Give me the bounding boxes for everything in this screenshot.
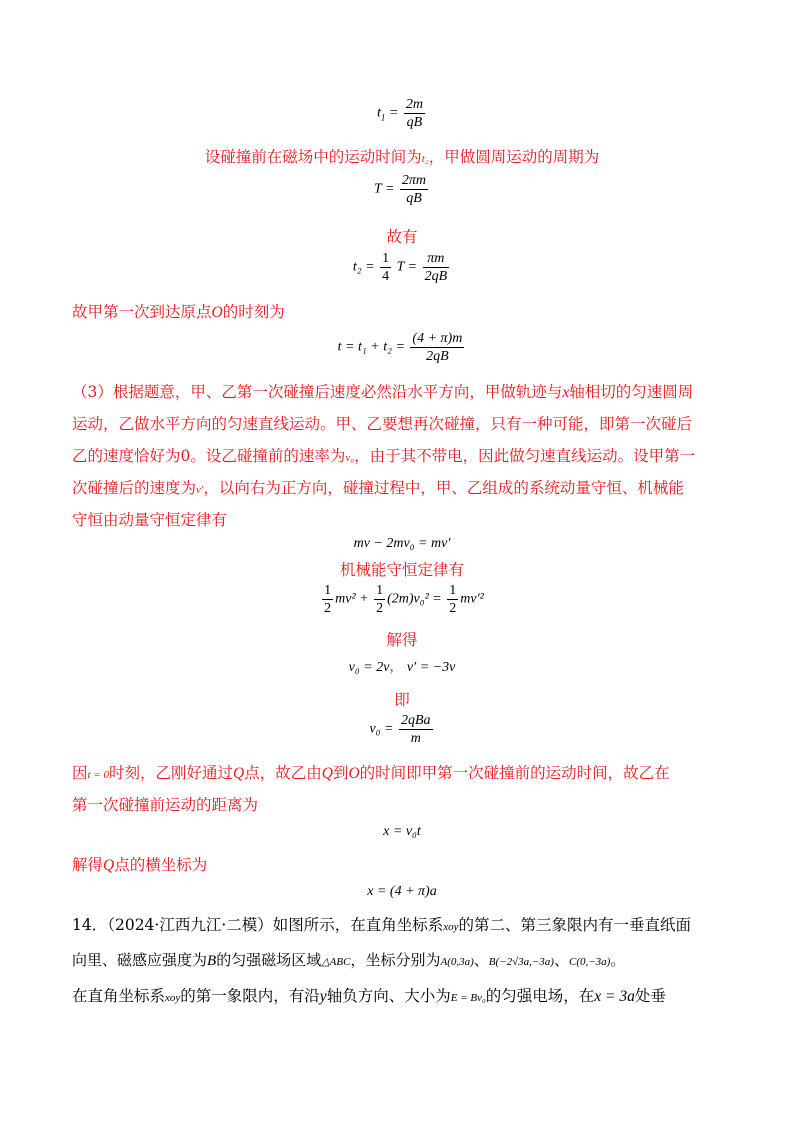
eq-term: mv′² bbox=[460, 591, 484, 607]
equation-v0 bbox=[72, 712, 732, 747]
text-part3-line1 bbox=[72, 382, 732, 403]
equation-momentum: mv − 2mv₀ = mv′ bbox=[353, 536, 451, 551]
point-Q: Q bbox=[103, 857, 115, 874]
fraction-numerator: 2m bbox=[405, 97, 423, 112]
eq-lhs: t = t₁ + t₂ = bbox=[337, 339, 405, 355]
separator: 、 bbox=[473, 951, 489, 969]
text-segment: 乙的速度恰好为0。设乙碰撞前的速率为 bbox=[72, 447, 346, 465]
text-q14-line2 bbox=[72, 950, 732, 972]
text-energy-label: 机械能守恒定律有 bbox=[339, 561, 464, 579]
fraction-numerator: 1 bbox=[324, 583, 332, 598]
equation-energy bbox=[72, 582, 732, 617]
text-q14-line3 bbox=[72, 986, 732, 1008]
text-segment: 设碰撞前在磁场中的运动时间为 bbox=[204, 148, 422, 166]
text-segment: 点的横坐标为 bbox=[114, 856, 208, 874]
xoy-symbol: xoy bbox=[443, 921, 459, 933]
fraction-denominator: 2qB bbox=[426, 349, 449, 364]
equation-t2 bbox=[72, 250, 732, 285]
text-line-setup-t2 bbox=[72, 147, 732, 169]
text-segment: 解得 bbox=[72, 856, 104, 874]
text-segment: 处垂 bbox=[634, 987, 666, 1005]
fraction-numerator: 1 bbox=[382, 251, 390, 266]
text-segment: 故甲第一次到达原点 bbox=[72, 303, 212, 321]
equation-period bbox=[72, 172, 732, 207]
B-symbol: B bbox=[207, 953, 217, 969]
fraction-numerator: 2πm bbox=[401, 173, 427, 188]
text-segment: 14．（2024·江西九江·二模）如图所示，在直角坐标系 bbox=[72, 916, 444, 934]
fraction-denominator: 2 bbox=[449, 601, 457, 616]
triangle-ABC: △ABC bbox=[321, 956, 351, 968]
text-yin-line2: 第一次碰撞前运动的距离为 bbox=[72, 796, 259, 814]
eq-mid: T = bbox=[396, 259, 418, 275]
separator: ， bbox=[389, 660, 404, 675]
text-segment: 的时刻为 bbox=[222, 303, 285, 321]
text-segment: ，由于其不带电，因此做匀速直线运动。设甲第一 bbox=[354, 447, 696, 465]
text-q14-line1 bbox=[72, 915, 732, 937]
equation-total-time bbox=[72, 330, 732, 365]
text-part3-line4 bbox=[72, 478, 732, 500]
fraction-numerator: 1 bbox=[449, 583, 457, 598]
text-segment: 向里、磁感应强度为 bbox=[72, 951, 208, 969]
E-field-expression: E = Bv₀ bbox=[450, 992, 486, 1004]
fraction-half bbox=[374, 582, 385, 617]
eq-term: (2m)v₀² = bbox=[387, 591, 442, 607]
text-gu-you: 故有 bbox=[386, 228, 418, 246]
text-segment: 因 bbox=[72, 764, 88, 782]
text-segment: 到 bbox=[332, 764, 349, 782]
fraction-denominator: qB bbox=[406, 191, 422, 206]
fraction-period bbox=[400, 172, 428, 207]
text-yin-line1 bbox=[72, 763, 732, 785]
fraction-denominator: 2qB bbox=[424, 269, 448, 284]
t2-symbol: t₂ bbox=[421, 153, 429, 165]
text-solve-q bbox=[72, 855, 732, 876]
text-segment: 的第一象限内，有沿 bbox=[180, 987, 320, 1005]
text-part3-line2: 运动，乙做水平方向的匀速直线运动。甲、乙要想再次碰撞，只有一种可能，即第一次碰后 bbox=[72, 415, 693, 433]
separator: 、 bbox=[553, 951, 569, 969]
equation-velocities bbox=[72, 656, 732, 676]
text-jie-de: 解得 bbox=[386, 631, 418, 649]
fraction-denominator: 2 bbox=[324, 601, 332, 616]
point-Q: Q bbox=[321, 765, 333, 782]
fraction-denominator: qB bbox=[406, 115, 423, 130]
eq-lhs: t₂ = bbox=[352, 259, 375, 275]
fraction-denominator: m bbox=[410, 731, 421, 746]
text-segment: 的匀强磁场区域 bbox=[216, 951, 322, 969]
t0-symbol: t = 0 bbox=[87, 769, 109, 781]
text-segment: 在直角坐标系 bbox=[72, 987, 166, 1005]
eq-lhs: v₀ = bbox=[369, 721, 394, 737]
text-segment: 轴负方向、大小为 bbox=[326, 987, 451, 1005]
point-O: O bbox=[348, 765, 360, 782]
equation-t1: $t_1$ = $\frac{2m}{qB}$ bbox=[377, 97, 423, 130]
fraction-t2 bbox=[423, 250, 450, 285]
equation-distance: x = v₀t bbox=[383, 824, 421, 839]
v0-symbol: v₀ bbox=[345, 452, 355, 464]
text-segment: （3）根据题意，甲、乙第一次碰撞后速度必然沿水平方向，甲做轨迹与 bbox=[72, 383, 563, 401]
point-A: A(0,3a) bbox=[440, 956, 474, 968]
fraction-numerator: πm bbox=[423, 250, 450, 268]
text-segment: 时刻，乙刚好通过 bbox=[109, 764, 234, 782]
separator: 。 bbox=[610, 951, 626, 969]
text-segment: ，坐标分别为 bbox=[350, 951, 441, 969]
eq-term: v′ = −3v bbox=[406, 660, 456, 675]
x-equals-3a: x = 3a bbox=[594, 988, 635, 1005]
xoy-symbol: xoy bbox=[165, 992, 181, 1004]
text-segment: 的第二、第三象限内有一垂直纸面 bbox=[458, 916, 692, 934]
fraction-quarter bbox=[380, 250, 391, 285]
fraction-half bbox=[322, 582, 333, 617]
text-segment: ，以向右为正方向，碰撞过程中，甲、乙组成的系统动量守恒、机械能 bbox=[203, 479, 684, 497]
eq-term: mv² + bbox=[335, 591, 369, 607]
text-segment: ，甲做圆周运动的周期为 bbox=[428, 148, 600, 166]
text-segment: 的时间即甲第一次碰撞前的运动时间，故乙在 bbox=[359, 764, 670, 782]
eq-term: v₀ = 2v bbox=[348, 660, 390, 675]
x-axis-symbol: x bbox=[562, 384, 570, 401]
text-part3-line5: 守恒由动量守恒定律有 bbox=[72, 511, 228, 529]
point-C: C(0,−3a) bbox=[568, 956, 611, 968]
fraction-numerator: 1 bbox=[376, 583, 384, 598]
fraction-total-time bbox=[410, 330, 464, 365]
fraction-v0 bbox=[399, 712, 433, 747]
text-segment: 的匀强电场，在 bbox=[485, 987, 595, 1005]
text-segment: 次碰撞后的速度为 bbox=[72, 479, 197, 497]
point-Q: Q bbox=[233, 765, 245, 782]
fraction-denominator: 2 bbox=[376, 601, 384, 616]
vprime-symbol: v′ bbox=[196, 484, 204, 496]
text-ji: 即 bbox=[394, 691, 410, 709]
fraction-t1 bbox=[404, 96, 425, 131]
point-O: O bbox=[211, 304, 223, 321]
y-axis-symbol: y bbox=[319, 988, 327, 1005]
fraction-numerator: (4 + π)m bbox=[412, 331, 463, 346]
text-arrive-origin bbox=[72, 302, 732, 323]
t1-symbol: t bbox=[377, 105, 381, 121]
text-segment: 轴相切的匀速圆周 bbox=[569, 383, 694, 401]
equation-q-coordinate: x = (4 + π)a bbox=[367, 884, 437, 899]
fraction-numerator: 2qBa bbox=[400, 713, 431, 728]
fraction-denominator: 4 bbox=[382, 269, 390, 284]
eq-lhs: T = bbox=[373, 181, 395, 197]
text-part3-line3 bbox=[72, 446, 732, 468]
point-B: B(−2√3a,−3a) bbox=[488, 956, 554, 968]
text-segment: 点，故乙由 bbox=[244, 764, 322, 782]
fraction-half bbox=[447, 582, 458, 617]
